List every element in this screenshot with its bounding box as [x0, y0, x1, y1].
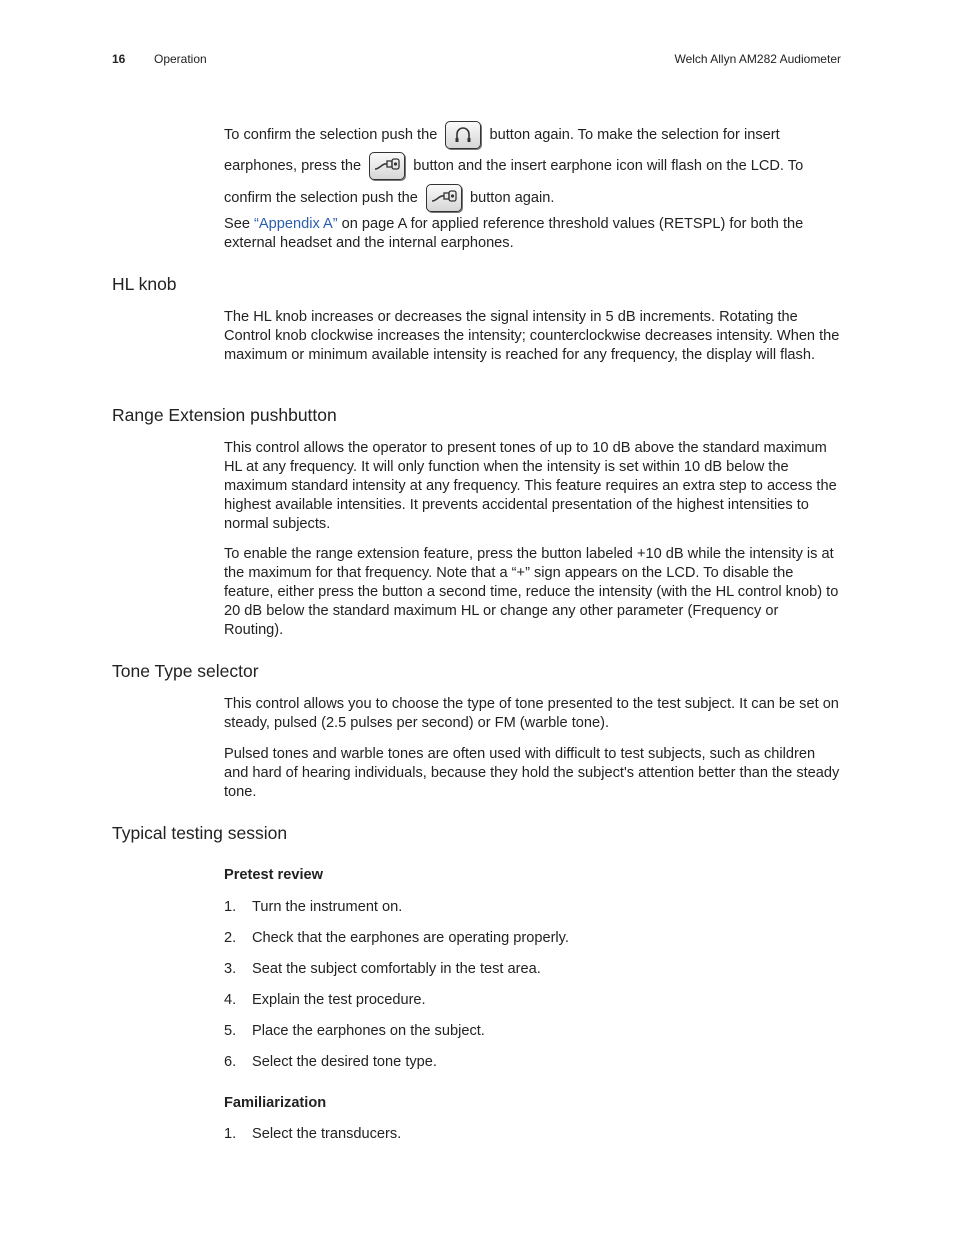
hl-knob-paragraph: The HL knob increases or decreases the signal intensity in 5 dB increments. Rotating the Control knob clockwise increases the intensity; counterclockwise decreases intensity. When the maximum or minimum available intensity is reached for any frequency, the display will flash.	[224, 309, 840, 363]
list-item-text: Check that the earphones are operating properly.	[252, 930, 569, 946]
range-extension-paragraph-2: To enable the range extension feature, press the button labeled +10 dB while the intensity is at the maximum for that frequency. Note that a “+” sign appears on the LCD. To disable the feature, either press the button a second time, reduce the intensity (with the HL control knob) to 20 dB below the standard maximum HL or change any other parameter (Frequency or Routing).	[224, 546, 839, 638]
list-item	[224, 1053, 437, 1072]
familiarization-heading: Familiarization	[224, 1095, 327, 1111]
section-heading-range-extension: Range Extension pushbutton	[112, 405, 337, 425]
page-header	[112, 52, 841, 70]
list-item-number: 4.	[224, 992, 237, 1008]
section-heading-hl-knob: HL knob	[112, 274, 177, 294]
list-item-number: 3.	[224, 961, 237, 977]
list-item	[224, 1022, 485, 1041]
insert-earphone-icon	[426, 184, 462, 212]
see-prefix: See	[224, 216, 255, 232]
list-item-number: 5.	[224, 1023, 237, 1039]
list-item	[224, 991, 426, 1010]
pretest-review-heading: Pretest review	[224, 867, 323, 883]
list-item	[224, 898, 402, 917]
see-appendix-paragraph	[224, 215, 840, 253]
tone-type-paragraph-2: Pulsed tones and warble tones are often used with difficult to test subjects, such as children and hard of hearing individuals, because they hold the subject's attention better than the steady tone.	[224, 746, 840, 800]
list-item	[224, 960, 541, 979]
list-item-text: Turn the instrument on.	[252, 899, 403, 915]
intro-text: button again. To make the selection for insert	[489, 126, 780, 143]
intro-line-3	[224, 184, 554, 212]
insert-earphone-icon	[369, 152, 405, 180]
tone-type-paragraph-1: This control allows you to choose the type of tone presented to the test subject. It can be set on steady, pulsed (2.5 pulses per second) or FM (warble tone).	[224, 696, 839, 731]
list-item-number: 6.	[224, 1054, 237, 1070]
list-item-number: 1.	[224, 1126, 237, 1142]
intro-text: earphones, press the	[224, 157, 362, 174]
section-heading-tone-type: Tone Type selector	[112, 661, 259, 681]
range-extension-paragraph-1: This control allows the operator to present tones of up to 10 dB above the standard maximum HL at any frequency. It will only function when the intensity is set within 10 dB below the maximum standard intensity at any frequency. This feature requires an extra step to access the highest available intensities. It prevents accidental presentation of the highest intensities to normal subjects.	[224, 440, 837, 532]
intro-text: To confirm the selection push the	[224, 126, 438, 143]
document-title: Welch Allyn AM282 Audiometer	[674, 52, 841, 66]
page-number: 16	[112, 52, 126, 66]
intro-text: button and the insert earphone icon will flash on the LCD. To	[413, 157, 804, 174]
list-item-text: Select the transducers.	[252, 1126, 402, 1142]
section-name: Operation	[154, 52, 207, 66]
list-item-text: Seat the subject comfortably in the test area.	[252, 961, 541, 977]
intro-text: button again.	[470, 189, 555, 206]
list-item-text: Place the earphones on the subject.	[252, 1023, 485, 1039]
intro-line-1	[224, 121, 780, 149]
appendix-a-link[interactable]: “Appendix A”	[254, 216, 338, 232]
headphone-icon	[445, 121, 481, 149]
intro-text: confirm the selection push the	[224, 189, 418, 206]
section-heading-typical-session: Typical testing session	[112, 823, 288, 843]
list-item-number: 2.	[224, 930, 237, 946]
list-item-text: Select the desired tone type.	[252, 1054, 437, 1070]
list-item	[224, 929, 569, 948]
list-item	[224, 1125, 401, 1144]
list-item-number: 1.	[224, 899, 237, 915]
intro-line-2	[224, 152, 803, 180]
list-item-text: Explain the test procedure.	[252, 992, 426, 1008]
see-suffix: on page A for applied reference threshold values (RETSPL) for both the external headset and the internal earphones.	[224, 216, 804, 251]
